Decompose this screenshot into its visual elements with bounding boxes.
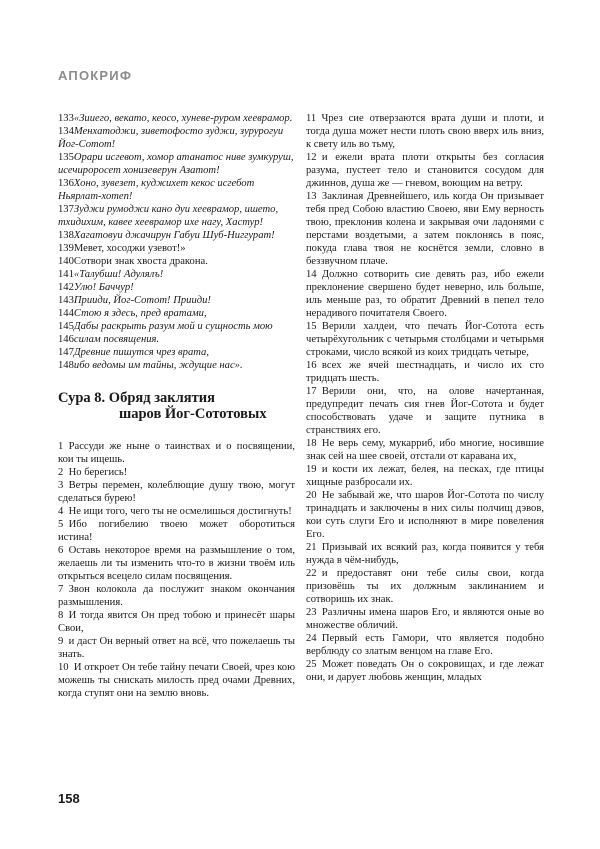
chant-line-text: ибо ведомы им тайны, ждущие нас».: [73, 360, 243, 371]
chant-line-text: «Талубши! Адулялъ!: [73, 269, 164, 280]
chant-line: [58, 125, 295, 151]
chant-line-text: Улю! Баччур!: [73, 282, 134, 293]
chant-line: [58, 268, 295, 281]
verse-text: Может поведать Он о сокровищах, и где лежат они, и дарует любовь женщин, младых: [306, 659, 544, 683]
verse-text: Звон колокола да послужит знаком окончания размышления.: [58, 584, 295, 608]
verse-text: И откроет Он тебе тайну печати Своей, чрез кою можешь ты снискать милость пред очами Древних, когда ступят они на землю вновь.: [58, 662, 295, 699]
verse: [58, 479, 295, 505]
verse-number: 6: [58, 545, 64, 556]
chant-line: [58, 320, 295, 333]
chant-line-number: 145: [58, 321, 74, 332]
chant-line-text: Менхатоджи, зиветофосто зуджи, зурурогуи Йог-Сотот!: [58, 126, 284, 150]
chant-line: [58, 294, 295, 307]
chant-line-text: Стою я здесь, пред вратами,: [73, 308, 207, 319]
verse-number: 22: [306, 568, 317, 579]
verse-number: 7: [58, 584, 64, 595]
verse: [306, 658, 544, 684]
verse-number: 20: [306, 490, 317, 501]
verse: [58, 518, 295, 544]
chant-line-text: Хагатовуи джачирун Габуи Шуб-Ниггурат!: [73, 230, 275, 241]
chant-line: [58, 255, 295, 268]
verse-number: 5: [58, 519, 64, 530]
verse: [306, 320, 544, 359]
verse-text: Но берегись!: [68, 467, 128, 478]
chant-line-number: 135: [58, 152, 74, 163]
running-header: АПОКРИФ: [58, 68, 133, 83]
verse: [306, 567, 544, 606]
chant-line: [58, 151, 295, 177]
chant-line-text: Сотвори знак хвоста дракона.: [73, 256, 208, 267]
verse-number: 10: [58, 662, 69, 673]
verse-number: 12: [306, 152, 317, 163]
chant-line-text: Хоно, зувезет, куджихет кекос исгебот Ньярлат-хотеп!: [58, 178, 255, 202]
chant-line-text: Мевет, хосоджи узевот!»: [73, 243, 186, 254]
chant-line: [58, 203, 295, 229]
verse-text: Не верь сему, мукарриб, ибо многие, носившие знак сей на шее своей, отстали от каравана их,: [306, 438, 544, 462]
chant-line-number: 148: [58, 360, 74, 371]
verse-number: 19: [306, 464, 317, 475]
chant-line: [58, 112, 295, 125]
chant-line-text: Прииди, Йог-Сотот! Прииди!: [73, 295, 211, 306]
verse: [58, 661, 295, 700]
verse-number: 15: [306, 321, 317, 332]
chant-line-number: 147: [58, 347, 74, 358]
chant-line-text: Орари исгевот, хомор атанатос ниве зумкуруш, исечироросет хонизеверун Азатот!: [58, 152, 294, 176]
verse-text: Заклиная Древнейшего, иль когда Он призывает тебя пред Собою властию Своею, яви Ему верность твою, преклонив колена и закрывая очи ладонями с перстами воздетыми, а затем поклонясь в пояс, покуда глава твоя не коснётся земли, словно в беззвучном плаче.: [306, 191, 544, 267]
verse-text: и предоставят они тебе силы свои, когда призовёшь ты их должным заклинанием и сотворишь их знак.: [306, 568, 544, 605]
chant-line-text: силам посвящения.: [73, 334, 160, 345]
sura-heading-line2: шаров Йог-Сототовых: [119, 406, 267, 422]
verse-number: 11: [306, 113, 317, 124]
chant-line: [58, 307, 295, 320]
verse-text: Не ищи того, чего ты не осмелишься достигнуть!: [68, 506, 292, 517]
verse-text: Не забывай же, что шаров Йог-Сотота по числу тринадцать и заключены в них силы полчищ дэвов, кои суть слуги Его и исполняют в мире повеления Его.: [306, 490, 544, 540]
verse-text: Ветры перемен, колеблющие душу твою, могут сделаться бурею!: [58, 480, 295, 504]
chant-line-text: «Зииего, векато, кеосо, хуневе-руром хееврамор.: [73, 113, 293, 124]
verse: [58, 544, 295, 583]
verse-number: 17: [306, 386, 317, 397]
chant-line: [58, 333, 295, 346]
left-verse-list: [58, 440, 295, 700]
chant-line-text: Древние пишутся чрез врата,: [73, 347, 209, 358]
chant-line: [58, 346, 295, 359]
verse: [306, 385, 544, 437]
verse: [58, 635, 295, 661]
chant-line-number: 134: [58, 126, 74, 137]
verse-number: 25: [306, 659, 317, 670]
chant-line: [58, 177, 295, 203]
page-number: 158: [58, 791, 80, 806]
verse: [306, 359, 544, 385]
chant-line: [58, 242, 295, 255]
verse-number: 24: [306, 633, 317, 644]
verse-text: Призывай их всякий раз, когда появится у тебя нужда в чём-нибудь,: [306, 542, 544, 566]
verse-number: 13: [306, 191, 317, 202]
sura-heading: [58, 390, 295, 422]
verse-text: Должно сотворить сие девять раз, ибо ежели преклонение свершено будет неверно, иль больше, иль меньше раз, то обратит Древний в пепел тело нерадивого почитателя Своего.: [306, 269, 544, 319]
verse: [58, 505, 295, 518]
verse: [306, 541, 544, 567]
verse: [306, 437, 544, 463]
verse-text: Рассуди же ныне о таинствах и о посвящении, кои ты ищешь.: [58, 441, 295, 465]
verse: [306, 112, 544, 151]
chant-line-text: Дабы раскрыть разум мой и сущность мою: [73, 321, 273, 332]
chant-line-number: 146: [58, 334, 74, 345]
chant-line-number: 133: [58, 113, 74, 124]
verse-text: Верили халдеи, что печать Йог-Сотота есть четырёхугольник с четырьмя столбцами и четырьмя строками, число всякой из коих тридцать четыре,: [306, 321, 544, 358]
verse-number: 23: [306, 607, 317, 618]
verse: [306, 190, 544, 268]
chant-line-number: 142: [58, 282, 74, 293]
verse-number: 8: [58, 610, 64, 621]
verse-number: 21: [306, 542, 317, 553]
verse-number: 3: [58, 480, 64, 491]
verse: [58, 583, 295, 609]
verse: [306, 268, 544, 320]
verse-text: Верили они, что, на олове начертанная, предупредит печать сия гнев Йог-Сотота и будет способствовать удаче и защите путника в странствиях его.: [306, 386, 544, 436]
verse: [58, 440, 295, 466]
verse: [306, 606, 544, 632]
right-verse-list: [306, 112, 544, 684]
chant-line-number: 136: [58, 178, 74, 189]
verse-text: и ежели врата плоти открыты без согласия разума, пустеет тело и становится сосудом для джиннов, душа же — гневом, воющим на ветру.: [306, 152, 544, 189]
verse-text: Ибо погибелию твоею может оборотиться истина!: [58, 519, 295, 543]
chant-list: [58, 112, 295, 372]
chant-line-number: 141: [58, 269, 74, 280]
verse-number: 2: [58, 467, 64, 478]
verse: [306, 151, 544, 190]
chant-line-number: 143: [58, 295, 74, 306]
verse-number: 1: [58, 441, 64, 452]
chant-line: [58, 281, 295, 294]
verse: [58, 609, 295, 635]
verse-text: Первый есть Гамори, что является подобно верблюду со златым венцом на главе Его.: [306, 633, 544, 657]
chant-line: [58, 359, 295, 372]
verse-number: 9: [58, 636, 64, 647]
verse-number: 14: [306, 269, 317, 280]
verse-text: И тогда явится Он пред тобою и принесёт шары Свои,: [58, 610, 295, 634]
sura-heading-line1: Сура 8. Обряд заклятия: [58, 390, 215, 406]
verse-text: Чрез сие отверзаются врата души и плоти, и тогда душа может нести плоть свою вверх иль вниз, к свету иль во тьму,: [306, 113, 544, 150]
verse: [306, 489, 544, 541]
chant-line-number: 138: [58, 230, 74, 241]
chant-line-number: 139: [58, 243, 74, 254]
chant-line-text: Зуджи румоджи кано дуи хееврамор, ишето, тхидихим, кавее хееврамор ихе нагу, Хастур!: [58, 204, 279, 228]
verse-number: 4: [58, 506, 64, 517]
verse-text: Оставь некоторое время на размышление о том, желаешь ли ты изменить что-то в жизни твоём иль открыться всецело силам посвящения.: [58, 545, 295, 582]
verse-number: 16: [306, 360, 317, 371]
right-column: [306, 112, 544, 684]
verse-text: всех же ячей шестнадцать, и число их сто тридцать шесть.: [306, 360, 544, 384]
verse: [306, 632, 544, 658]
chant-line-number: 144: [58, 308, 74, 319]
chant-line-number: 140: [58, 256, 74, 267]
verse-text: и кости их лежат, белея, на песках, где птицы хищные разбросали их.: [306, 464, 544, 488]
verse-number: 18: [306, 438, 317, 449]
verse: [306, 463, 544, 489]
verse-text: Различны имена шаров Его, и являются оные во множестве обличий.: [306, 607, 544, 631]
chant-line-number: 137: [58, 204, 74, 215]
verse: [58, 466, 295, 479]
verse-text: и даст Он верный ответ на всё, что пожелаешь ты знать.: [58, 636, 295, 660]
left-column: [58, 112, 295, 700]
chant-line: [58, 229, 295, 242]
